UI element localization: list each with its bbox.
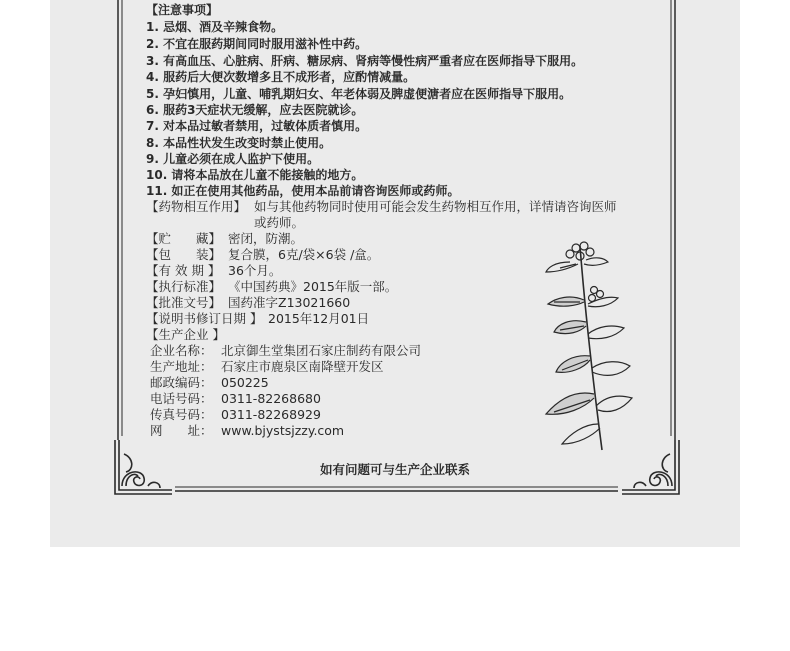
revision-value: 2015年12月01日 [268,311,370,326]
precaution-item: 9. 儿童必须在成人监护下使用。 [146,152,320,166]
validity-value: 36个月。 [228,263,282,278]
approval-label: 【批准文号】 [146,295,222,310]
enterprise-name-value: 北京御生堂集团石家庄制药有限公司 [221,343,422,358]
precaution-item: 2. 不宜在服药期间同时服用滋补性中药。 [146,37,368,51]
website-label: 网 址： [150,423,213,438]
enterprise-name-label: 企业名称： [150,343,213,358]
precaution-item: 10. 请将本品放在儿童不能接触的地方。 [146,168,364,182]
precautions-heading: 【注意事项】 [146,3,219,17]
standard-label: 【执行标准】 [146,279,222,294]
precaution-item: 8. 本品性状发生改变时禁止使用。 [146,136,332,150]
phone-value: 0311-82268680 [221,391,321,406]
postcode-value: 050225 [221,375,269,390]
precaution-item: 11. 如正在使用其他药品，使用本品前请咨询医师或药师。 [146,184,460,198]
approval-value: 国药准字Z13021660 [228,295,351,310]
interaction-text: 如与其他药物同时使用可能会发生药物相互作用，详情请咨询医师 [254,199,617,214]
validity-label: 【有 效 期 】 [146,263,221,278]
address-label: 生产地址： [150,359,213,374]
precaution-item: 1. 忌烟、酒及辛辣食物。 [146,20,284,34]
storage-label: 【贮 藏】 [146,231,222,246]
maker-label: 【生产企业 】 [146,327,225,342]
precaution-item: 6. 服药3天症状无缓解，应去医院就诊。 [146,103,364,117]
precaution-item: 3. 有高血压、心脏病、肝病、糖尿病、肾病等慢性病严重者应在医师指导下服用。 [146,54,584,68]
precaution-item: 5. 孕妇慎用，儿童、哺乳期妇女、年老体弱及脾虚便溏者应在医师指导下服用。 [146,87,572,101]
package-label: 【包 装】 [146,247,222,262]
herb-illustration-icon [540,238,640,454]
interaction-label: 【药物相互作用】 [146,199,247,214]
storage-value: 密闭，防潮。 [228,231,304,246]
postcode-label: 邮政编码： [150,375,213,390]
contact-footer: 如有问题可与生产企业联系 [319,462,470,477]
fax-value: 0311-82268929 [221,407,321,422]
interaction-text-cont: 或药师。 [254,215,305,230]
phone-label: 电话号码： [150,391,213,406]
address-value: 石家庄市鹿泉区南降壁开发区 [221,359,384,374]
package-value: 复合膜，6克/袋×6袋 /盒。 [228,247,380,262]
website-value: www.bjystsjzzy.com [221,423,345,438]
precaution-item: 4. 服药后大便次数增多且不成形者，应酌情减量。 [146,70,416,84]
fax-label: 传真号码： [150,407,213,422]
standard-value: 《中国药典》2015年版一部。 [228,279,398,294]
revision-label: 【说明书修订日期 】 [146,311,263,326]
precaution-item: 7. 对本品过敏者禁用，过敏体质者慎用。 [146,119,368,133]
